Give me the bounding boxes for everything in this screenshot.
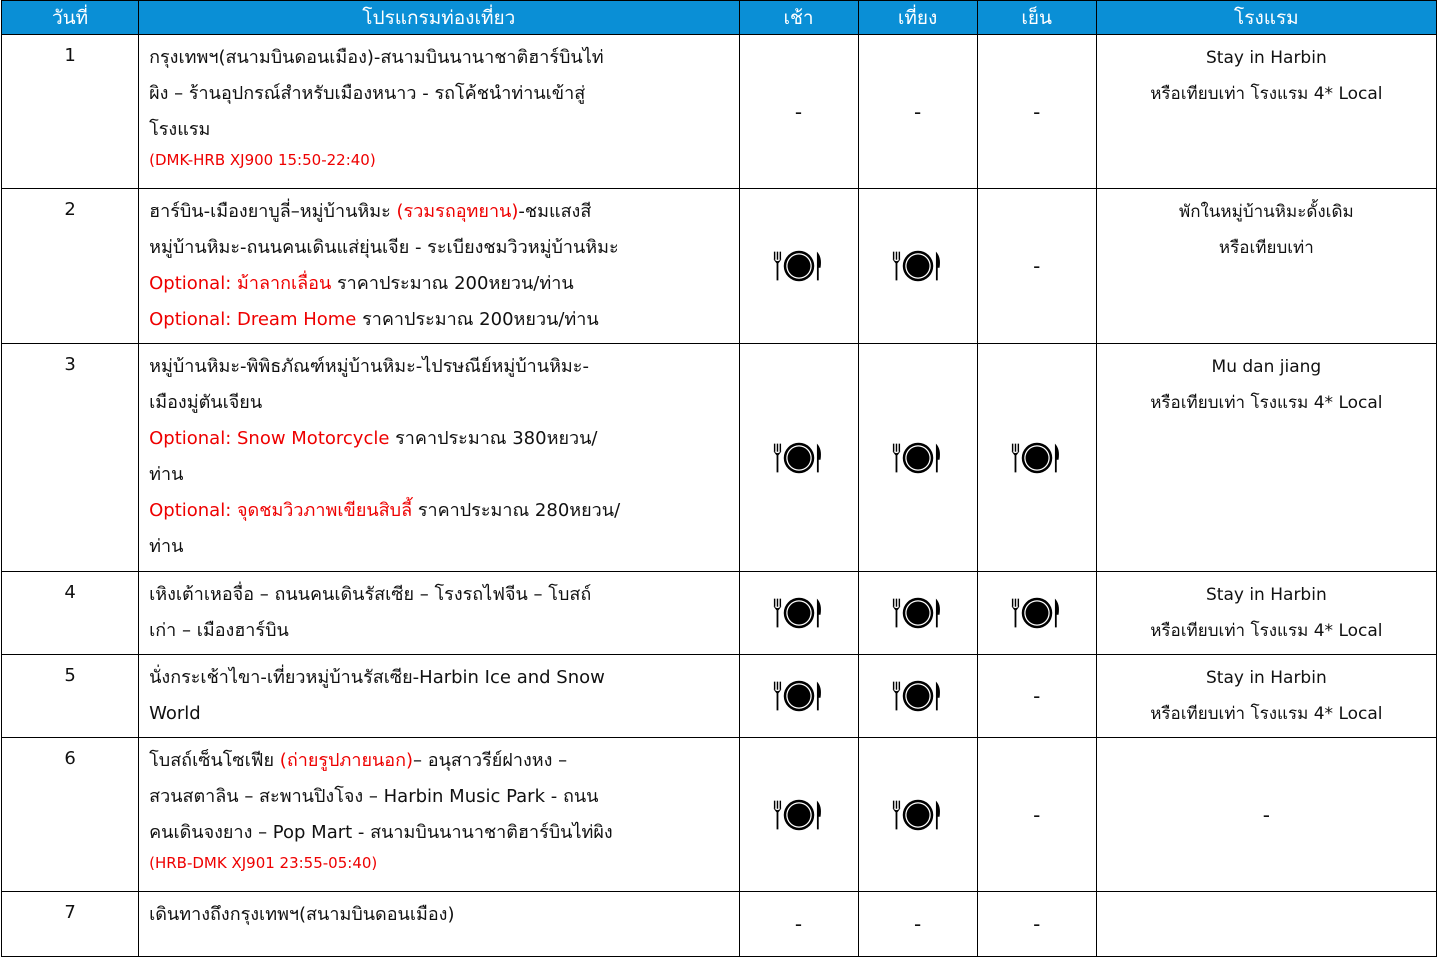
program-cell [139, 572, 739, 655]
dinner-cell [977, 189, 1096, 344]
program-cell [139, 344, 739, 572]
table-row [2, 655, 1437, 738]
flight-info: (HRB-DMK XJ901 23:55-05:40) [149, 854, 378, 872]
meal-icon [892, 678, 944, 714]
program-line [149, 743, 730, 779]
meal-icon [892, 595, 944, 631]
program-cell [139, 35, 739, 189]
header-day: วันที่ [2, 1, 139, 35]
program-text: ฮาร์บิน-เมืองยาบูลี่–หมู่บ้านหิมะ [149, 201, 397, 222]
optional-price: ราคาประมาณ 200หยวน/ท่าน [356, 309, 599, 330]
program-line [149, 493, 730, 529]
program-cell [139, 189, 739, 344]
program-line: World [149, 703, 201, 724]
program-text: โบสถ์เซ็นโซเฟีย [149, 750, 280, 771]
lunch-cell [858, 344, 977, 572]
no-meal-dash: - [1033, 802, 1041, 827]
header-lunch: เที่ยง [858, 1, 977, 35]
meal-icon [1011, 440, 1063, 476]
no-meal-dash: - [1033, 684, 1041, 708]
optional-label: Optional: Dream Home [149, 309, 357, 330]
program-line: เหิงเต้าเหอจื่อ – ถนนคนเดินรัสเซีย – โรงรถไฟจีน – โบสถ์ [149, 584, 592, 605]
no-meal-dash: - [914, 99, 922, 124]
day-number: 7 [2, 892, 139, 957]
no-meal-dash: - [1033, 254, 1041, 278]
hotel-cell [1096, 738, 1436, 892]
program-text: -ชมแสงสี [518, 201, 592, 222]
dinner-cell [977, 655, 1096, 738]
breakfast-cell [739, 344, 858, 572]
program-line: หมู่บ้านหิมะ-พิพิธภัณฑ์หมู่บ้านหิมะ-ไปรษณีย์หมู่บ้านหิมะ- [149, 356, 589, 377]
hotel-note: หรือเทียบเท่า โรงแรม 4* Local [1150, 704, 1383, 724]
no-meal-dash: - [914, 912, 922, 936]
hotel-cell [1096, 35, 1436, 189]
meal-icon [773, 797, 825, 833]
program-line: เมืองมู่ตันเจียน [149, 392, 263, 413]
header-hotel: โรงแรม [1096, 1, 1436, 35]
header-dinner: เย็น [977, 1, 1096, 35]
day-number: 2 [2, 189, 139, 344]
hotel-note: หรือเทียบเท่า โรงแรม 4* Local [1150, 393, 1383, 413]
program-line: นั่งกระเช้าไขา-เที่ยวหมู่บ้านรัสเซีย-Harbin Ice and Snow [149, 667, 605, 688]
table-row [2, 35, 1437, 189]
program-line: ท่าน [149, 536, 184, 557]
table-row [2, 892, 1437, 957]
day-number: 3 [2, 344, 139, 572]
hotel-name: Mu dan jiang [1211, 357, 1322, 377]
optional-price: ราคาประมาณ 380หยวน/ [389, 428, 598, 449]
program-line: ท่าน [149, 464, 184, 485]
lunch-cell [858, 738, 977, 892]
table-row [2, 189, 1437, 344]
no-meal-dash: - [794, 912, 803, 936]
dinner-cell [977, 572, 1096, 655]
meal-icon [892, 797, 944, 833]
hotel-cell [1096, 344, 1436, 572]
hotel-name: Stay in Harbin [1206, 585, 1327, 605]
hotel-cell [1096, 892, 1436, 957]
program-line: คนเดินจงยาง – Pop Mart - สนามบินนานาชาติฮาร์บินไท่ผิง [149, 822, 613, 843]
hotel-name: Stay in Harbin [1206, 48, 1327, 68]
program-line: สวนสตาลิน – สะพานปิงโจง – Harbin Music Park - ถนน [149, 786, 599, 807]
hotel-name: Stay in Harbin [1206, 668, 1327, 688]
flight-info: (DMK-HRB XJ900 15:50-22:40) [149, 151, 376, 169]
program-line [149, 194, 730, 230]
program-line: หมู่บ้านหิมะ-ถนนคนเดินแส่ยุ่นเจีย - ระเบียงชมวิวหมู่บ้านหิมะ [149, 237, 619, 258]
dinner-cell [977, 892, 1096, 957]
table-row [2, 572, 1437, 655]
optional-label: Optional: จุดชมวิวภาพเขียนสิบลี้ [149, 500, 413, 521]
optional-price: ราคาประมาณ 200หยวน/ท่าน [331, 273, 574, 294]
hotel-note: หรือเทียบเท่า [1218, 238, 1314, 258]
meal-icon [773, 440, 825, 476]
breakfast-cell [739, 572, 858, 655]
dinner-cell [977, 738, 1096, 892]
hotel-cell [1096, 655, 1436, 738]
program-line: กรุงเทพฯ(สนามบินดอนเมือง)-สนามบินนานาชาติฮาร์บินไท่ [149, 47, 604, 68]
day-number: 4 [2, 572, 139, 655]
program-line: ผิง – ร้านอุปกรณ์สำหรับเมืองหนาว - รถโค้ชนำท่านเข้าสู่ [149, 83, 586, 104]
meal-icon [773, 595, 825, 631]
meal-icon [892, 248, 944, 284]
dinner-cell [977, 344, 1096, 572]
meal-icon [773, 678, 825, 714]
program-highlight: (รวมรถอุทยาน) [396, 201, 519, 222]
hotel-none-dash: - [1262, 802, 1270, 827]
program-line [149, 266, 730, 302]
hotel-note: หรือเทียบเท่า โรงแรม 4* Local [1150, 621, 1383, 641]
hotel-cell [1096, 572, 1436, 655]
header-row [2, 1, 1437, 35]
optional-label: Optional: Snow Motorcycle [149, 428, 390, 449]
day-number: 5 [2, 655, 139, 738]
no-meal-dash: - [1033, 99, 1041, 124]
dinner-cell [977, 35, 1096, 189]
program-line: เดินทางถึงกรุงเทพฯ(สนามบินดอนเมือง) [149, 904, 455, 925]
program-line [149, 302, 730, 338]
table-row [2, 344, 1437, 572]
day-number: 6 [2, 738, 139, 892]
lunch-cell [858, 189, 977, 344]
breakfast-cell [739, 189, 858, 344]
program-line [149, 421, 730, 457]
program-highlight: (ถ่ายรูปภายนอก) [279, 750, 414, 771]
lunch-cell [858, 35, 977, 189]
breakfast-cell [739, 738, 858, 892]
itinerary-table [1, 0, 1437, 957]
program-cell [139, 655, 739, 738]
no-meal-dash: - [794, 99, 803, 124]
hotel-name: พักในหมู่บ้านหิมะดั้งเดิม [1179, 202, 1354, 222]
program-cell [139, 738, 739, 892]
meal-icon [1011, 595, 1063, 631]
optional-price: ราคาประมาณ 280หยวน/ [412, 500, 621, 521]
breakfast-cell [739, 655, 858, 738]
optional-label: Optional: ม้าลากเลื่อน [149, 273, 332, 294]
program-cell [139, 892, 739, 957]
lunch-cell [858, 572, 977, 655]
lunch-cell [858, 655, 977, 738]
header-program: โปรแกรมท่องเที่ยว [139, 1, 739, 35]
program-line: โรงแรม [149, 119, 211, 140]
program-line: เก่า – เมืองฮาร์บิน [149, 620, 289, 641]
hotel-note: หรือเทียบเท่า โรงแรม 4* Local [1150, 84, 1383, 104]
table-row [2, 738, 1437, 892]
meal-icon [892, 440, 944, 476]
hotel-cell [1096, 189, 1436, 344]
no-meal-dash: - [1033, 912, 1041, 936]
program-text: – อนุสาวรีย์ฝางหง – [413, 750, 568, 771]
header-breakfast: เช้า [739, 1, 858, 35]
breakfast-cell [739, 892, 858, 957]
meal-icon [773, 248, 825, 284]
breakfast-cell [739, 35, 858, 189]
lunch-cell [858, 892, 977, 957]
day-number: 1 [2, 35, 139, 189]
